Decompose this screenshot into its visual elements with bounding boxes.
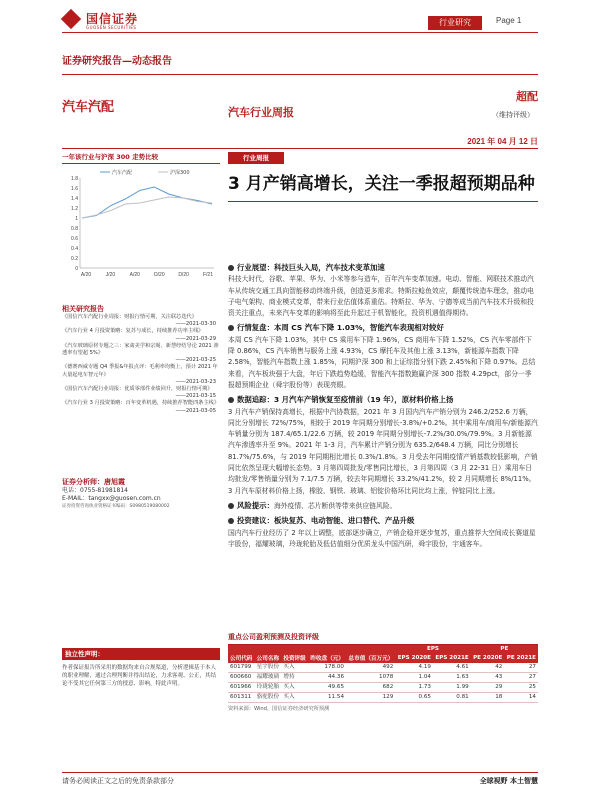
related-item[interactable] [62,328,220,342]
table-cell: 福耀玻璃 [256,674,280,680]
y-tick-label: 0.6 [71,236,78,242]
y-tick-label: 0.4 [71,246,78,252]
related-item-date: ——2021-03-23 [175,378,216,385]
logo-name: 国信证券 [86,12,139,26]
table-cell: 买入 [283,664,295,670]
related-item-date: ——2021-03-29 [175,335,216,342]
table-cell: 0.81 [456,694,469,700]
y-tick-label: 1 [75,216,78,222]
table-cell: 买入 [283,684,295,690]
table-cell: 1.73 [418,684,431,690]
analyst-cert: 证券投资咨询执业资格证书编码：S0980519080002 [62,504,170,509]
table-cell: 129 [382,694,394,700]
table-cell: 682 [382,684,394,690]
trend-chart-svg [62,164,220,282]
table-cell: 44.36 [327,674,344,680]
chart-title: 一年该行业与沪深 300 走势比较 [62,152,220,164]
bullet-item [228,515,538,550]
summary-bullets [228,262,538,553]
bullet-icon [228,518,234,524]
series-line-1 [82,197,212,218]
legend-label: 汽车汽配 [112,170,133,176]
related-item[interactable] [62,364,220,386]
header-tag: 行业研究 [428,16,482,30]
table-cell: 1078 [379,674,394,680]
bullet-item [228,262,538,319]
related-item-date: ——2021-03-15 [175,393,216,400]
table-header: 投资评级 [281,653,308,663]
table-cell: 601311 [230,694,252,700]
y-tick-label: 1.2 [71,206,78,212]
related-item-title: 《德赛西威专题 Q4 季报&年报点评：毛利率均衡上，预计 2021 年大量起电车智元年》 [62,364,218,378]
y-tick-label: 0.2 [71,256,78,262]
bullet-body: 国内汽车行业经历了 2 年以上调整，底部逐步确立，产销企稳并逐步复苏，重点推荐大空间成长赛道星宇股份，福耀玻璃，玲珑轮胎及低估值细分优质龙头中国汽研，舜宇股份，宇通客车。 [228,528,536,548]
bullet-icon [228,397,234,403]
table-group-blank [228,645,395,653]
bullet-item [228,322,538,391]
table-cell: 600660 [230,674,252,680]
y-tick-label: 1.4 [71,196,78,202]
legend-label: 沪深300 [170,170,190,176]
table-source: 资料来源：Wind，国信证券经济研究所预测 [228,706,330,712]
bullet-lead: 行业展望：科技巨头入局，汽车技术变革加速 [237,263,385,272]
table-cell: 29 [495,684,503,690]
related-reports-list [62,314,220,415]
headline-divider [228,201,538,202]
table-header: EPS 2021E [433,653,471,663]
table-title: 重点公司盈利预测及投资评级 [228,632,538,645]
analyst-info [62,478,220,511]
table-row [228,693,538,703]
table-group-eps: EPS [395,645,470,653]
forecast-table-panel [228,632,538,712]
table-header: 昨收盘（元） [308,653,346,663]
table-cell: 1.04 [418,674,431,680]
footer-disclaimer: 请务必阅读正文之后的免责条款部分 [62,777,174,785]
section-tag: 行业周报 [228,152,284,164]
analyst-name: 唐旭霞 [104,478,125,486]
footer-divider [62,772,538,773]
table-cell: 27 [528,674,536,680]
table-cell: 43 [495,674,503,680]
bullet-body: 3 月汽车产销保持高增长，根据中汽协数据，2021 年 3 月国内汽车产销分别为 246.2/252.6 万辆，同比分别增长 72%/75%，相较于 2019 年同期分别增长-3.8%/+0.2%。其中乘用车/商用车/新能源汽车销量分别为 187.4/65.1/22.6 万辆，较 2019 年同期分别增长-7.2%/30.0%/79.9%。3 月新能源汽车渗透率升至 9%。2021 年 1-3 月，汽车累计产销分别为 635.2/648.4 万辆，同比分别增长 81.7%/75.6%，与 2019 年同期相比增长 0.3%/1.8%。3 月受去年同期疫情产销基数较低影响，产销同比依然呈现大幅增长态势。3 月第四周批发/零售同比增长，3 月第四周（3 月 22-31 日）乘用车日均批发/零售销量分别为 7.1/7.5 万辆，较去年同期增长 33.2%/41.2%，较 2 月同期增长 8%/11%。3 月汽车原材料价格上扬，橡胶、钢铁、玻璃、铝锭价格环比同比均上涨，锌锭同比上涨。 [228,407,538,495]
weekly-title: 汽车行业周报 [228,106,294,119]
disclaimer-heading: 独立性声明： [62,648,220,660]
band-divider [62,148,538,149]
independence-statement [62,648,220,688]
page-title: 3 月产销高增长，关注一季报超预期品种 [228,174,535,194]
x-tick-label: A/20 [80,272,92,278]
table-cell: 27 [528,664,536,670]
footer-slogan: 全球视野 本土智慧 [479,777,538,785]
table-cell: 492 [382,664,394,670]
table-cell: 0.65 [418,694,431,700]
related-item[interactable] [62,343,220,365]
table-row [228,673,538,683]
report-date: 2021 年 04 月 12 日 [467,137,538,146]
table-cell: 49.65 [327,684,344,690]
table-cell: 178.00 [324,664,344,670]
table-cell: 14 [528,694,536,700]
related-item-title: 《汽车行业 4 月投资策略：复苏与成长，持续推荐功率主线》 [62,328,204,335]
industry-name: 汽车汽配 [62,100,115,115]
bullet-lead: 投资建议：板块复苏、电动智能、进口替代、产品升级 [237,516,415,526]
y-tick-label: 1.6 [71,186,78,192]
table-header-row [228,653,538,663]
table-cell: 骆驼股份 [256,694,280,700]
related-item-title: 《国信汽车汽配行业周报：优质零部件业绩回升，财报行情可期》 [62,386,213,393]
table-header: 公司名称 [255,653,282,663]
related-item-title: 《国信汽车汽配行业周报：财报行情可期，关注联芯迭代》 [62,314,197,320]
forecast-table [228,645,538,703]
x-tick-label: O/20 [153,272,165,278]
related-item-title: 《汽车行业 3 月投资策略：百年变革机遇，持续推荐智能四条主线》 [62,400,220,407]
x-tick-label: J/20 [105,272,116,278]
related-item[interactable] [62,386,220,400]
related-label: 相关研究报告 [62,305,104,313]
table-cell: 25 [528,684,536,690]
main-header [228,152,538,202]
bullet-icon [228,265,234,271]
table-group-header [228,645,538,653]
bullet-body: 海外疫情、芯片断供等带来供应链风险。 [273,501,397,510]
bullet-item [228,500,538,512]
table-cell: 玲珑轮胎 [256,684,280,690]
related-item-title: 《汽车玻璃原材专题之三：家禽美学和宗阁、新慧经结导论 2021 渗透率有望超 5%》 [62,342,219,357]
table-row [228,663,538,673]
table-cell: 601966 [230,684,252,690]
x-tick-label: F/21 [202,272,214,278]
page-number: Page 1 [496,16,522,25]
bullet-lead: 数据追踪：3 月汽车产销恢复至疫情前（19 年），原材料价格上扬 [237,395,454,405]
table-group-pe: PE [471,645,538,653]
x-tick-label: A/20 [129,272,140,278]
related-item[interactable] [62,314,220,328]
rating-note: （维持评级） [492,111,534,119]
table-cell: 1.63 [456,674,469,680]
analyst-email[interactable]: E-MAIL：tangxx@guosen.com.cn [62,495,161,502]
table-cell: 增持 [283,674,295,680]
bullet-item [228,394,538,497]
bullet-lead: 行情复盘：本周 CS 汽车下降 1.03%，智能汽车表现相对较好 [237,323,444,333]
rating: 超配 [516,90,538,103]
y-tick-label: 0 [75,266,78,272]
related-item[interactable] [62,400,220,414]
table-cell: 4.61 [456,664,469,670]
table-header: PE 2021E [504,653,538,663]
banner-divider [62,74,538,75]
table-header: 总市值（百万元） [346,653,395,663]
table-cell: 买入 [283,694,295,700]
bullet-icon [228,325,234,331]
y-tick-label: 0.8 [71,226,78,232]
table-header: EPS 2020E [395,653,433,663]
table-cell: 星宇股份 [256,664,280,670]
table-header: PE 2020E [471,653,505,663]
trend-chart [62,164,220,282]
table-header: 公司代码 [228,653,255,663]
related-item-date: ——2021-03-30 [175,321,216,328]
table-cell: 18 [495,694,503,700]
x-tick-label: D/20 [178,272,189,278]
table-cell: 11.54 [327,694,344,700]
report-type: 证券研究报告—动态报告 [62,56,172,67]
logo-mark-icon [61,9,81,29]
related-item-date: ——2021-03-25 [175,357,216,364]
bullet-icon [228,503,234,509]
brand-logo [62,8,142,34]
logo-en: GUOSEN SECURITIES [86,25,137,30]
sidebar-chart-panel [62,152,220,282]
y-tick-label: 1.8 [71,176,78,182]
table-cell: 601799 [230,664,252,670]
bullet-lead: 风险提示： [237,500,274,510]
disclaimer-body: 作者保证报告所采用的数据均来自合规渠道，分析逻辑基于本人的职业理解，通过合理判断并得出结论，力求客观、公正，其结论不受其它任何第三方的授意、影响，特此声明。 [62,665,217,687]
analyst-label: 证券分析师： [62,478,104,486]
analyst-phone: 电话：0755-81981814 [62,487,128,494]
bullet-body: 科技大时代，谷歌、苹果、华为、小米等参与造车，百年汽车变革加速。电动、智能、网联技术推动汽车从传统交通工具向智能移动终端升级，创造更多需求。特斯拉鲶鱼效应，颠覆传统造车理念，推动电子电气架构、商业模式变革，带来行业估值体系重估。特斯拉、华为、宁德等成当前汽车技术升级和投资关注重点，未来汽车变革的影响将至此升起过于机智能化，投资机遇值得期待。 [228,275,534,318]
table-cell: 42 [495,664,503,670]
related-item-date: ——2021-03-05 [175,407,216,414]
table-cell: 1.99 [456,684,469,690]
table-row [228,683,538,693]
header-divider [62,32,538,33]
table-cell: 4.19 [418,664,431,670]
bullet-body: 本周 CS 汽车下降 1.03%，其中 CS 乘用车下降 1.96%，CS 商用车下降 1.52%，CS 汽车零部件下降 0.86%，CS 汽车销售与服务上涨 4.93%，CS 摩托车及其他上涨 3.13%，新能源车指数下降 2.58%，智能汽车指数上涨 1.85%，同期沪深 300 和上证综指分别下跌 2.45%和下降 0.97%。总结来看，汽车板块强于大盘，年后下跌趋势趋缓，智能汽车指数跑赢沪深 300 指数 4.29pct，部分一季报超预期企业（舜宇股份等）表现亮眼。 [228,335,536,389]
